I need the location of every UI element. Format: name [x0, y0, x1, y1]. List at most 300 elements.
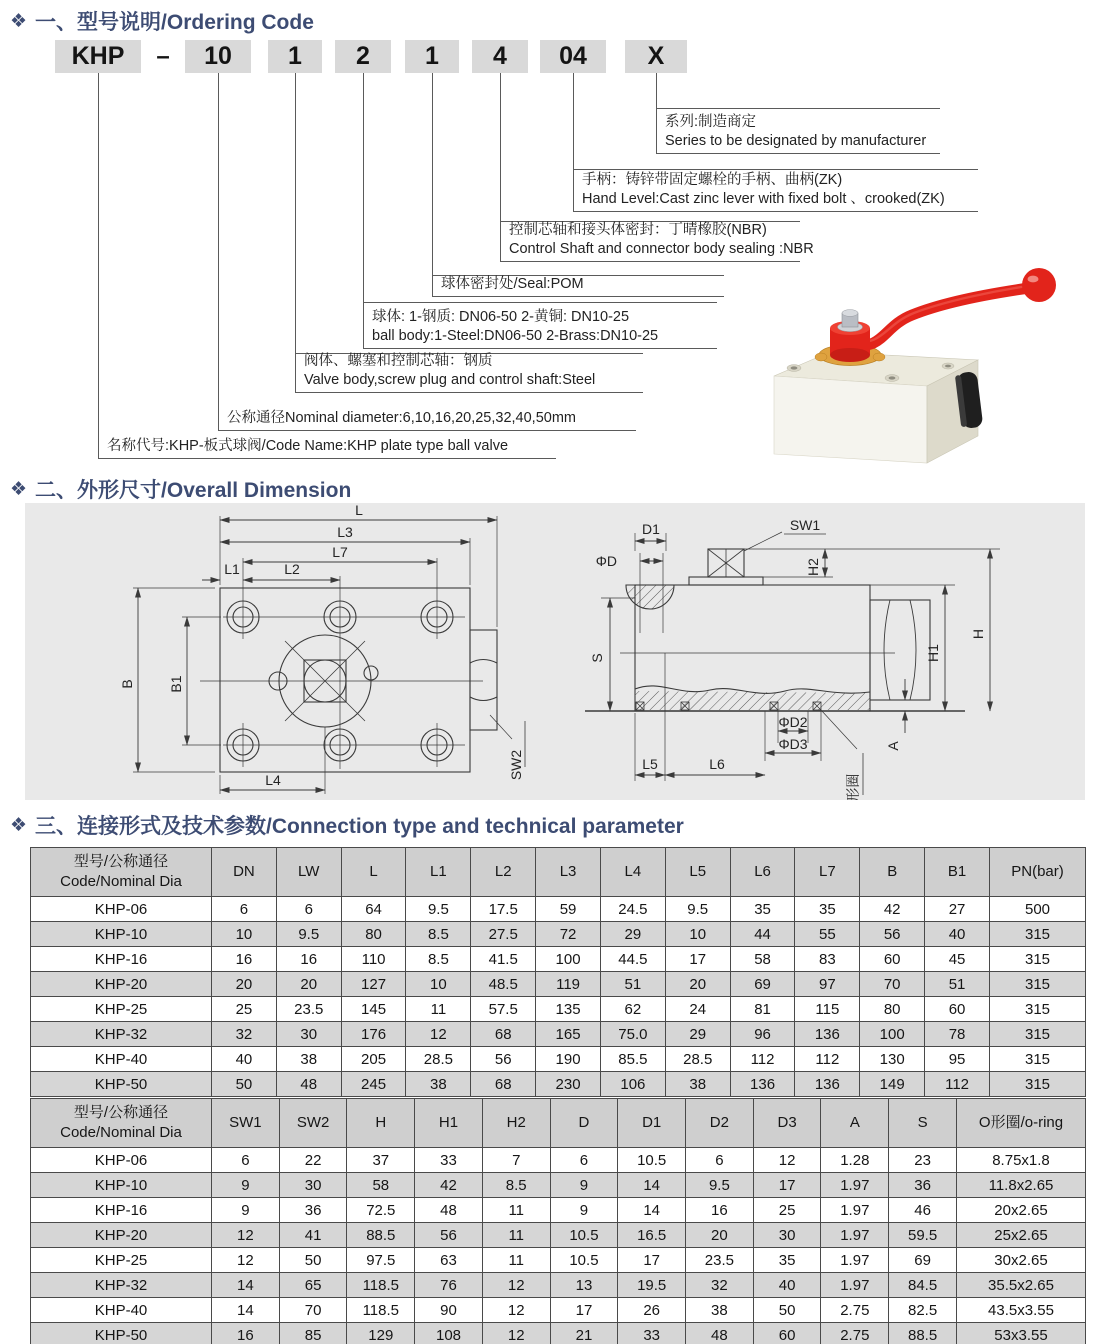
value-cell: 62: [600, 997, 665, 1022]
value-cell: 135: [536, 997, 601, 1022]
value-cell: 56: [415, 1223, 483, 1248]
model-cell: KHP-10: [31, 922, 212, 947]
value-cell: 315: [990, 1047, 1086, 1072]
value-cell: 2.75: [821, 1298, 889, 1323]
value-cell: 95: [925, 1047, 990, 1072]
value-cell: 108: [415, 1323, 483, 1344]
value-cell: 106: [600, 1072, 665, 1097]
annotation-nominal-diameter: [218, 404, 636, 431]
value-cell: 41.5: [471, 947, 536, 972]
value-cell: 85: [279, 1323, 347, 1344]
code-box-10: 10: [185, 40, 251, 73]
value-cell: 55: [795, 922, 860, 947]
model-cell: KHP-40: [31, 1047, 212, 1072]
value-cell: 58: [347, 1173, 415, 1198]
value-cell: 68: [471, 1022, 536, 1047]
value-cell: 64: [341, 897, 406, 922]
value-cell: 36: [889, 1173, 957, 1198]
value-cell: 9: [212, 1173, 280, 1198]
value-cell: 315: [990, 972, 1086, 997]
value-cell: 23.5: [686, 1248, 754, 1273]
value-cell: 48.5: [471, 972, 536, 997]
value-cell: 23: [889, 1148, 957, 1173]
annotation-line: Series to be designated by manufacturer: [665, 133, 927, 149]
value-cell: 14: [212, 1273, 280, 1298]
value-cell: 12: [482, 1273, 550, 1298]
value-cell: 37: [347, 1148, 415, 1173]
dim-label-PhiD: ΦD: [595, 553, 617, 569]
value-cell: 12: [482, 1323, 550, 1344]
value-cell: 165: [536, 1022, 601, 1047]
annotation-ball-body: [363, 302, 717, 349]
value-cell: 11: [482, 1223, 550, 1248]
value-cell: 7: [482, 1148, 550, 1173]
value-cell: 12: [753, 1148, 821, 1173]
table-row: [31, 1022, 1086, 1047]
annotation-line: 名称代号:KHP-板式球阀/Code Name:KHP plate type ball valve: [107, 438, 509, 454]
value-cell: 9.5: [276, 922, 341, 947]
value-cell: 28.5: [665, 1047, 730, 1072]
annotation-line: Valve body,screw plug and control shaft:Steel: [304, 372, 596, 388]
value-cell: 9: [550, 1173, 618, 1198]
value-cell: 176: [341, 1022, 406, 1047]
value-cell: 17: [618, 1248, 686, 1273]
value-cell: 19.5: [618, 1273, 686, 1298]
value-cell: 51: [925, 972, 990, 997]
value-cell: 20: [276, 972, 341, 997]
value-cell: 50: [212, 1072, 277, 1097]
value-cell: 8.5: [406, 922, 471, 947]
value-cell: 76: [415, 1273, 483, 1298]
value-cell: 80: [341, 922, 406, 947]
value-cell: 65: [279, 1273, 347, 1298]
value-cell: 50: [753, 1298, 821, 1323]
connector-line: [295, 73, 296, 393]
annotation-line: 公称通径Nominal diameter:6,10,16,20,25,32,40,50mm: [227, 410, 576, 426]
table-row: [31, 947, 1086, 972]
dim-label-SW1: SW1: [789, 517, 821, 533]
value-cell: 59.5: [889, 1223, 957, 1248]
value-cell: 8.75x1.8: [957, 1148, 1086, 1173]
value-cell: 24: [665, 997, 730, 1022]
value-cell: 70: [279, 1298, 347, 1323]
value-cell: 12: [212, 1223, 280, 1248]
value-cell: 44: [730, 922, 795, 947]
value-cell: 28.5: [406, 1047, 471, 1072]
value-cell: 21: [550, 1323, 618, 1344]
value-cell: 63: [415, 1248, 483, 1273]
value-cell: 88.5: [889, 1323, 957, 1344]
value-cell: 6: [212, 897, 277, 922]
value-cell: 53x3.55: [957, 1323, 1086, 1344]
dim-label-L7: L7: [332, 544, 348, 560]
section2-title-text: 二、外形尺寸/Overall Dimension: [35, 479, 352, 502]
column-header: SW2: [279, 1099, 347, 1148]
value-cell: 10.5: [550, 1223, 618, 1248]
dim-label-PhiD2: ΦD2: [778, 714, 808, 730]
value-cell: 26: [618, 1298, 686, 1323]
model-cell: KHP-06: [31, 897, 212, 922]
value-cell: 10: [406, 972, 471, 997]
value-cell: 80: [860, 997, 925, 1022]
value-cell: 30: [279, 1173, 347, 1198]
dim-label-L3: L3: [337, 524, 353, 540]
value-cell: 20: [665, 972, 730, 997]
column-header: O形圈/o-ring: [957, 1099, 1086, 1148]
table-row: [31, 1148, 1086, 1173]
table-row: [31, 1198, 1086, 1223]
value-cell: 136: [795, 1072, 860, 1097]
column-header-model: 型号/公称通径 Code/Nominal Dia: [31, 1099, 212, 1148]
column-header: L1: [406, 848, 471, 897]
column-header: H2: [482, 1099, 550, 1148]
value-cell: 27: [925, 897, 990, 922]
column-header: H1: [415, 1099, 483, 1148]
value-cell: 33: [618, 1323, 686, 1344]
value-cell: 30x2.65: [957, 1248, 1086, 1273]
table-row: [31, 1298, 1086, 1323]
value-cell: 60: [753, 1323, 821, 1344]
model-cell: KHP-16: [31, 947, 212, 972]
dim-label-L4: L4: [265, 772, 281, 788]
value-cell: 190: [536, 1047, 601, 1072]
value-cell: 145: [341, 997, 406, 1022]
code-box-x: X: [625, 40, 687, 73]
table-row: [31, 997, 1086, 1022]
value-cell: 115: [795, 997, 860, 1022]
table-row: [31, 1173, 1086, 1198]
table-row: [31, 922, 1086, 947]
value-cell: 1.97: [821, 1273, 889, 1298]
header-row: [31, 848, 1086, 897]
connector-line: [218, 73, 219, 431]
value-cell: 315: [990, 947, 1086, 972]
annotation-line: 系列:制造商定: [665, 114, 757, 130]
column-header: L: [341, 848, 406, 897]
code-box-khp: KHP: [55, 40, 141, 73]
value-cell: 48: [415, 1198, 483, 1223]
value-cell: 1.97: [821, 1198, 889, 1223]
value-cell: 27.5: [471, 922, 536, 947]
annotation-series: [656, 108, 940, 154]
value-cell: 72.5: [347, 1198, 415, 1223]
code-box-2: 2: [335, 40, 391, 73]
dim-label-oring: O形圈: [845, 773, 861, 800]
value-cell: 10.5: [550, 1248, 618, 1273]
value-cell: 500: [990, 897, 1086, 922]
value-cell: 88.5: [347, 1223, 415, 1248]
value-cell: 118.5: [347, 1273, 415, 1298]
value-cell: 136: [795, 1022, 860, 1047]
dim-label-D1: D1: [642, 521, 660, 537]
value-cell: 75.0: [600, 1022, 665, 1047]
column-header: A: [821, 1099, 889, 1148]
value-cell: 8.5: [482, 1173, 550, 1198]
value-cell: 13: [550, 1273, 618, 1298]
value-cell: 112: [925, 1072, 990, 1097]
value-cell: 82.5: [889, 1298, 957, 1323]
value-cell: 6: [550, 1148, 618, 1173]
value-cell: 16.5: [618, 1223, 686, 1248]
valve-product-image: [742, 256, 1072, 471]
model-cell: KHP-06: [31, 1148, 212, 1173]
dimension-table-2: [30, 1098, 1086, 1344]
value-cell: 129: [347, 1323, 415, 1344]
section1-title: [10, 6, 314, 36]
dim-label-H2: H2: [805, 558, 821, 576]
column-header: D2: [686, 1099, 754, 1148]
model-cell: KHP-32: [31, 1273, 212, 1298]
annotation-handle: [573, 169, 978, 212]
value-cell: 118.5: [347, 1298, 415, 1323]
value-cell: 110: [341, 947, 406, 972]
value-cell: 12: [212, 1248, 280, 1273]
dim-label-B1: B1: [168, 675, 184, 693]
dim-label-B: B: [119, 679, 135, 689]
valve-handle-ball: [1022, 268, 1056, 302]
column-header: PN(bar): [990, 848, 1086, 897]
annotation-line: 手柄：铸锌带固定螺栓的手柄、曲柄(ZK): [582, 172, 843, 188]
value-cell: 9: [550, 1198, 618, 1223]
value-cell: 149: [860, 1072, 925, 1097]
model-cell: KHP-20: [31, 972, 212, 997]
value-cell: 32: [212, 1022, 277, 1047]
value-cell: 315: [990, 997, 1086, 1022]
table-row: [31, 1072, 1086, 1097]
annotation-line: 控制芯轴和接头体密封：丁晴橡胶(NBR): [509, 222, 767, 238]
value-cell: 130: [860, 1047, 925, 1072]
column-header: L2: [471, 848, 536, 897]
dimension-drawing: [25, 503, 1085, 800]
section1-title-text: 一、型号说明/Ordering Code: [35, 11, 314, 34]
value-cell: 30: [276, 1022, 341, 1047]
value-cell: 112: [795, 1047, 860, 1072]
value-cell: 205: [341, 1047, 406, 1072]
value-cell: 68: [471, 1072, 536, 1097]
value-cell: 16: [686, 1198, 754, 1223]
value-cell: 8.5: [406, 947, 471, 972]
table-row: [31, 1047, 1086, 1072]
dim-label-H: H: [970, 628, 986, 640]
model-cell: KHP-10: [31, 1173, 212, 1198]
value-cell: 315: [990, 1022, 1086, 1047]
value-cell: 12: [482, 1298, 550, 1323]
dim-label-L5: L5: [642, 756, 658, 772]
model-cell: KHP-50: [31, 1323, 212, 1344]
model-cell: KHP-25: [31, 1248, 212, 1273]
value-cell: 10: [212, 922, 277, 947]
value-cell: 56: [860, 922, 925, 947]
value-cell: 69: [730, 972, 795, 997]
value-cell: 46: [889, 1198, 957, 1223]
value-cell: 230: [536, 1072, 601, 1097]
header-row: [31, 1099, 1086, 1148]
value-cell: 9.5: [665, 897, 730, 922]
section-view-labels: [589, 517, 986, 800]
value-cell: 58: [730, 947, 795, 972]
column-header: L3: [536, 848, 601, 897]
value-cell: 14: [618, 1198, 686, 1223]
value-cell: 90: [415, 1298, 483, 1323]
code-box-4: 4: [472, 40, 528, 73]
value-cell: 84.5: [889, 1273, 957, 1298]
annotation-line: 球体密封处/Seal:POM: [441, 276, 584, 292]
value-cell: 35: [795, 897, 860, 922]
value-cell: 100: [860, 1022, 925, 1047]
value-cell: 41: [279, 1223, 347, 1248]
model-cell: KHP-50: [31, 1072, 212, 1097]
value-cell: 59: [536, 897, 601, 922]
value-cell: 6: [686, 1148, 754, 1173]
value-cell: 35: [753, 1248, 821, 1273]
annotation-valve-body: [295, 353, 643, 393]
section3-title: [10, 810, 684, 840]
dim-label-A: A: [885, 741, 901, 751]
column-header-model: 型号/公称通径 Code/Nominal Dia: [31, 848, 212, 897]
dim-label-L: L: [355, 503, 363, 518]
value-cell: 6: [276, 897, 341, 922]
value-cell: 83: [795, 947, 860, 972]
value-cell: 2.75: [821, 1323, 889, 1344]
value-cell: 315: [990, 1072, 1086, 1097]
table-row: [31, 1223, 1086, 1248]
value-cell: 16: [212, 947, 277, 972]
value-cell: 40: [753, 1273, 821, 1298]
value-cell: 96: [730, 1022, 795, 1047]
value-cell: 1.28: [821, 1148, 889, 1173]
value-cell: 25x2.65: [957, 1223, 1086, 1248]
value-cell: 14: [212, 1298, 280, 1323]
model-cell: KHP-32: [31, 1022, 212, 1047]
annotation-line: 球体: 1-钢质: DN06-50 2-黄铜: DN10-25: [372, 309, 630, 325]
dim-label-L1: L1: [224, 561, 240, 577]
value-cell: 43.5x3.55: [957, 1298, 1086, 1323]
value-cell: 40: [212, 1047, 277, 1072]
value-cell: 29: [665, 1022, 730, 1047]
value-cell: 38: [406, 1072, 471, 1097]
annotation-code-name: [98, 432, 556, 459]
column-header: S: [889, 1099, 957, 1148]
value-cell: 11: [482, 1248, 550, 1273]
value-cell: 51: [600, 972, 665, 997]
column-header: DN: [212, 848, 277, 897]
annotation-line: Control Shaft and connector body sealing :NBR: [509, 241, 814, 257]
value-cell: 85.5: [600, 1047, 665, 1072]
value-cell: 42: [860, 897, 925, 922]
value-cell: 119: [536, 972, 601, 997]
diamond-icon: ❖: [10, 10, 28, 32]
code-dash: –: [156, 42, 170, 70]
value-cell: 25: [212, 997, 277, 1022]
value-cell: 78: [925, 1022, 990, 1047]
code-box-1a: 1: [268, 40, 322, 73]
value-cell: 17: [665, 947, 730, 972]
dim-label-L6: L6: [709, 756, 725, 772]
dim-label-L2: L2: [284, 561, 300, 577]
annotation-line: Hand Level:Cast zinc lever with fixed bolt 、crooked(ZK): [582, 191, 945, 207]
value-cell: 60: [925, 997, 990, 1022]
value-cell: 23.5: [276, 997, 341, 1022]
value-cell: 70: [860, 972, 925, 997]
value-cell: 1.97: [821, 1173, 889, 1198]
value-cell: 10: [665, 922, 730, 947]
code-box-1b: 1: [405, 40, 459, 73]
model-cell: KHP-40: [31, 1298, 212, 1323]
value-cell: 20: [212, 972, 277, 997]
value-cell: 38: [665, 1072, 730, 1097]
annotation-ball-seal: [432, 275, 724, 297]
value-cell: 97: [795, 972, 860, 997]
value-cell: 17: [550, 1298, 618, 1323]
value-cell: 42: [415, 1173, 483, 1198]
value-cell: 35: [730, 897, 795, 922]
column-header: D3: [753, 1099, 821, 1148]
dimension-table-1: [30, 847, 1086, 1097]
section2-title: [10, 474, 351, 504]
value-cell: 14: [618, 1173, 686, 1198]
value-cell: 17: [753, 1173, 821, 1198]
value-cell: 9.5: [406, 897, 471, 922]
value-cell: 56: [471, 1047, 536, 1072]
value-cell: 57.5: [471, 997, 536, 1022]
dim-label-PhiD3: ΦD3: [778, 736, 808, 752]
value-cell: 11.8x2.65: [957, 1173, 1086, 1198]
connector-line: [98, 73, 99, 459]
value-cell: 32: [686, 1273, 754, 1298]
model-cell: KHP-16: [31, 1198, 212, 1223]
value-cell: 25: [753, 1198, 821, 1223]
value-cell: 12: [406, 1022, 471, 1047]
table-row: [31, 897, 1086, 922]
column-header: L7: [795, 848, 860, 897]
table-row: [31, 1323, 1086, 1344]
value-cell: 20x2.65: [957, 1198, 1086, 1223]
column-header: SW1: [212, 1099, 280, 1148]
value-cell: 60: [860, 947, 925, 972]
value-cell: 48: [276, 1072, 341, 1097]
table-row: [31, 1273, 1086, 1298]
code-box-04: 04: [540, 40, 606, 73]
dimension-drawing-panel: [25, 503, 1085, 800]
dim-label-S: S: [589, 653, 605, 663]
value-cell: 10.5: [618, 1148, 686, 1173]
value-cell: 22: [279, 1148, 347, 1173]
column-header: L6: [730, 848, 795, 897]
value-cell: 38: [276, 1047, 341, 1072]
value-cell: 33: [415, 1148, 483, 1173]
column-header: B1: [925, 848, 990, 897]
value-cell: 11: [482, 1198, 550, 1223]
value-cell: 1.97: [821, 1248, 889, 1273]
plan-view-drawing: [133, 516, 512, 794]
value-cell: 30: [753, 1223, 821, 1248]
column-header: H: [347, 1099, 415, 1148]
table-row: [31, 972, 1086, 997]
value-cell: 1.97: [821, 1223, 889, 1248]
value-cell: 36: [279, 1198, 347, 1223]
value-cell: 315: [990, 922, 1086, 947]
value-cell: 16: [212, 1323, 280, 1344]
value-cell: 16: [276, 947, 341, 972]
value-cell: 35.5x2.65: [957, 1273, 1086, 1298]
value-cell: 112: [730, 1047, 795, 1072]
model-cell: KHP-20: [31, 1223, 212, 1248]
column-header: D: [550, 1099, 618, 1148]
value-cell: 20: [686, 1223, 754, 1248]
value-cell: 40: [925, 922, 990, 947]
value-cell: 44.5: [600, 947, 665, 972]
connector-line: [432, 73, 433, 297]
